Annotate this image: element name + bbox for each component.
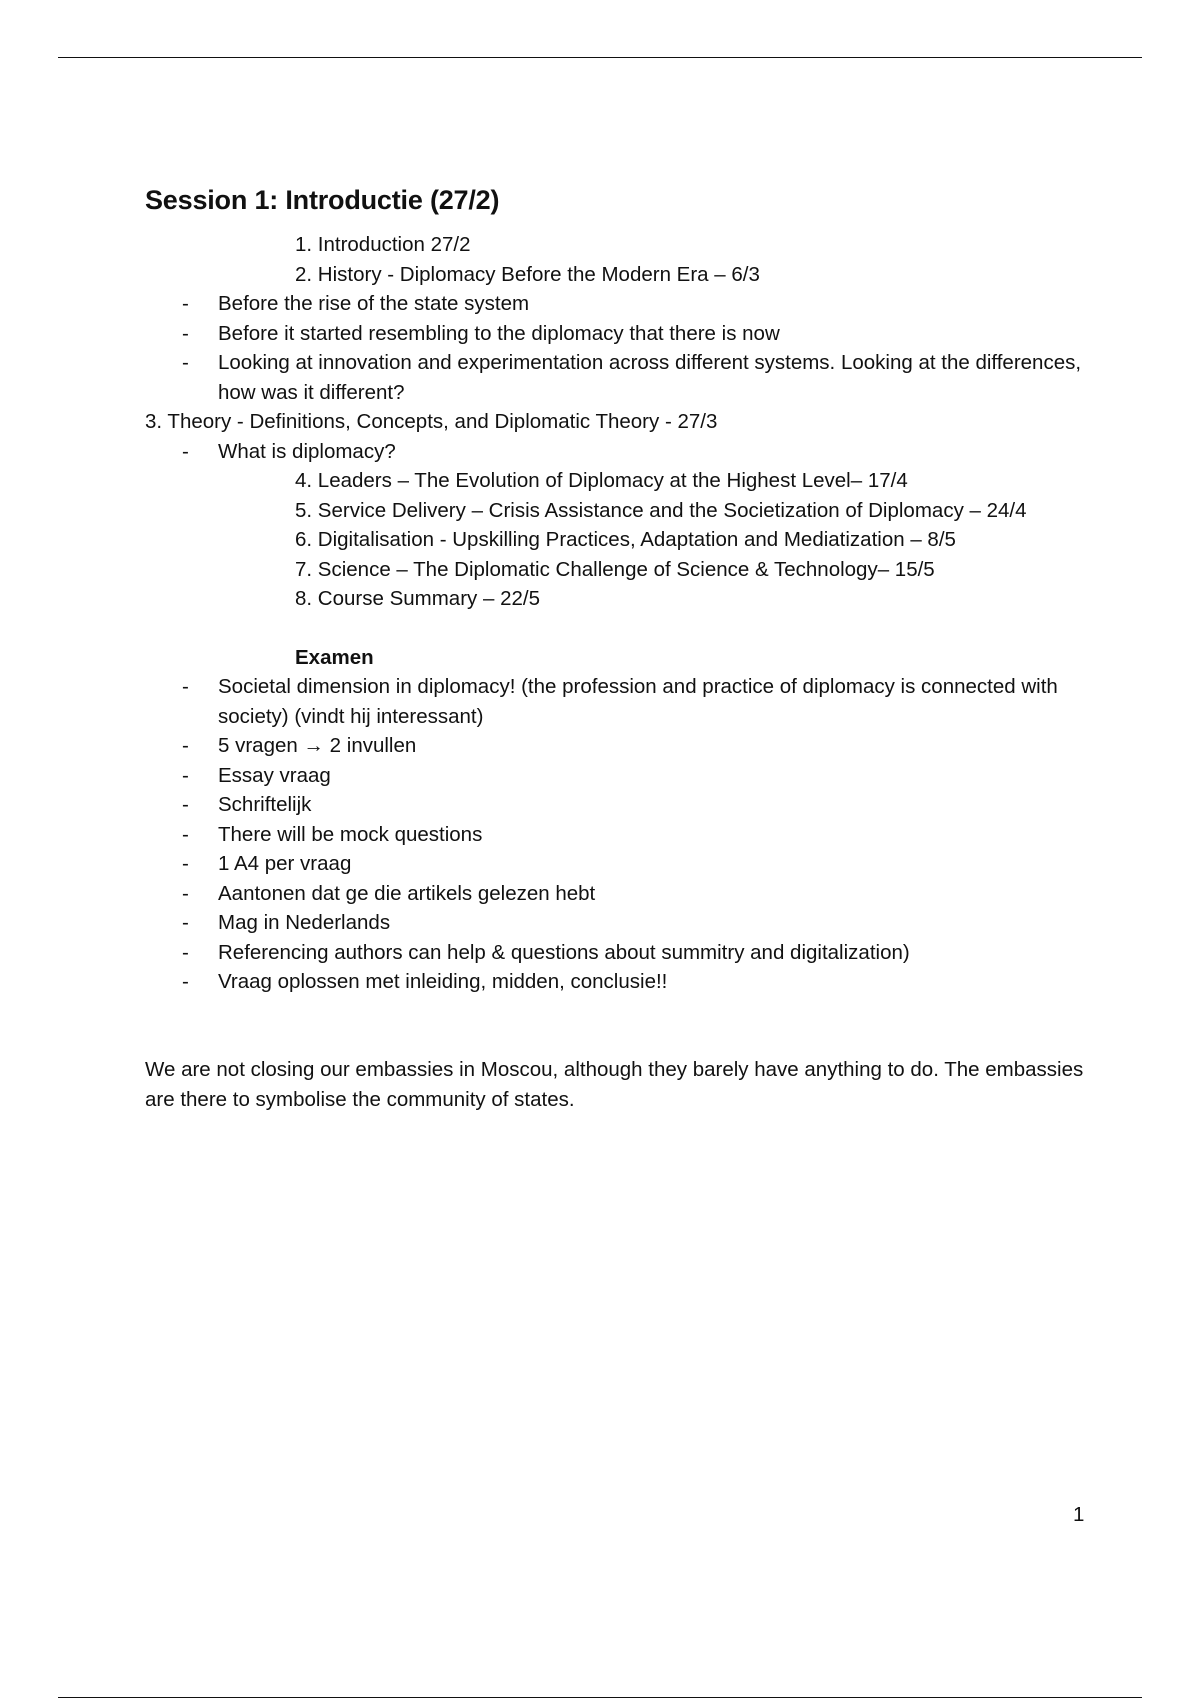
outline-item-3: 3. Theory - Definitions, Concepts, and Diplomatic Theory - 27/3 — [145, 410, 718, 433]
document-body — [145, 180, 1095, 1115]
dash-bullet: - — [182, 970, 189, 993]
spacer — [145, 997, 1095, 1055]
outline-item-4: 4. Leaders – The Evolution of Diplomacy at the Highest Level– 17/4 — [295, 469, 908, 492]
spacer — [145, 614, 1095, 643]
dash-bullet: - — [182, 292, 189, 315]
outline-item-5: 5. Service Delivery – Crisis Assistance and the Societization of Diplomacy – 24/4 — [295, 498, 1027, 522]
outline-item-2: 2. History - Diplomacy Before the Modern Era – 6/3 — [295, 262, 760, 286]
exam-bullet: - There will be mock questions — [145, 820, 1095, 850]
outline-bullet: - Looking at innovation and experimentation across different systems. Looking at the differences, how was it different? — [145, 348, 1095, 407]
exam-bullet: - Societal dimension in diplomacy! (the profession and practice of diplomacy is connected with society) (vindt hij interessant) — [145, 672, 1095, 731]
bottom-rule — [58, 1697, 1142, 1698]
exam-bullet: - Schriftelijk — [145, 790, 1095, 820]
exam-bullet: - Essay vraag — [145, 761, 1095, 791]
dash-bullet: - — [182, 940, 189, 964]
outline-bullet: - What is diplomacy? — [145, 437, 1095, 467]
outline-item-7: 7. Science – The Diplomatic Challenge of Science & Technology– 15/5 — [295, 557, 935, 581]
dash-bullet: - — [182, 734, 189, 757]
dash-bullet: - — [182, 911, 189, 934]
session-title: Session 1: Introductie (27/2) — [145, 185, 500, 215]
exam-list — [145, 672, 1095, 997]
exam-bullet: - Mag in Nederlands — [145, 908, 1095, 938]
exam-bullet: - Aantonen dat ge die artikels gelezen hebt — [145, 879, 1095, 909]
dash-bullet: - — [182, 793, 189, 816]
exam-bullet: - 5 vragen → 2 invullen — [145, 731, 1095, 761]
dash-bullet: - — [182, 321, 189, 345]
exam-heading: Examen — [295, 645, 374, 669]
exam-bullet: - 1 A4 per vraag — [145, 849, 1095, 879]
page-number: 1 — [1073, 1503, 1085, 1526]
dash-bullet: - — [182, 852, 189, 875]
dash-bullet: - — [182, 822, 189, 846]
outline-item-8: 8. Course Summary – 22/5 — [295, 587, 540, 610]
dash-bullet: - — [182, 763, 189, 787]
outline-item-1: 1. Introduction 27/2 — [295, 233, 471, 256]
dash-bullet: - — [182, 439, 189, 463]
dash-bullet: - — [182, 351, 189, 374]
exam-bullet: - Referencing authors can help & questions about summitry and digitalization) — [145, 938, 1095, 968]
outline-item-6: 6. Digitalisation - Upskilling Practices, Adaptation and Mediatization – 8/5 — [295, 528, 956, 551]
closing-paragraph: We are not closing our embassies in Moscou, although they barely have anything to do. The embassies are there to symbolise the community of states. — [145, 1057, 1084, 1111]
exam-bullet: - Vraag oplossen met inleiding, midden, conclusie!! — [145, 967, 1095, 997]
dash-bullet: - — [182, 675, 189, 698]
outline-bullet: - Before the rise of the state system — [145, 289, 1095, 319]
dash-bullet: - — [182, 881, 189, 905]
outline-bullet: - Before it started resembling to the diplomacy that there is now — [145, 319, 1095, 349]
course-outline — [145, 230, 1095, 614]
top-rule — [58, 57, 1142, 58]
